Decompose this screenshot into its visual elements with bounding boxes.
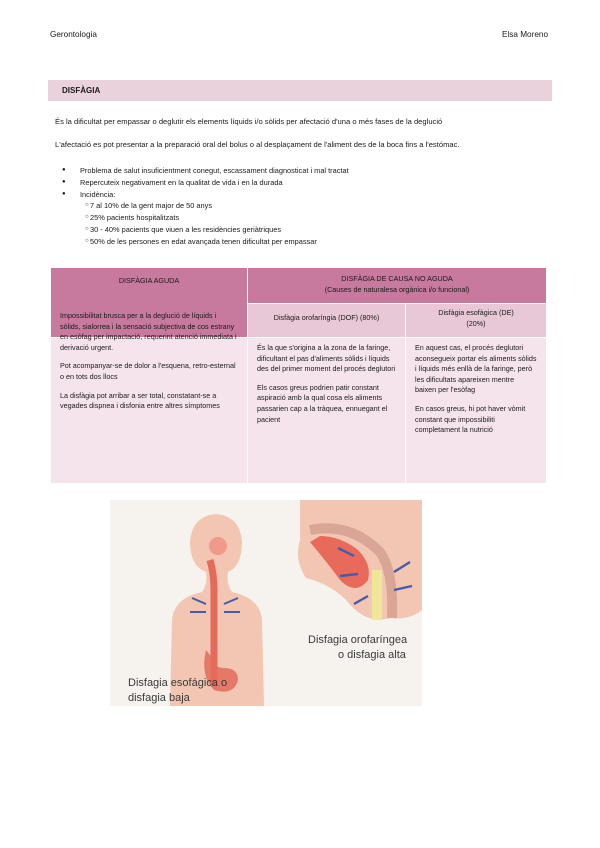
de-paragraph: En aquest cas, el procés deglutori aconsegueix portar els aliments sòlids i líquids més enllà de la faringe, però les dificultats apareixen mentre baixen per l'esòfag bbox=[415, 343, 537, 395]
bullet-list bbox=[62, 165, 349, 248]
cell-de bbox=[406, 338, 547, 484]
caption-esofagica-1: Disfagia esofágica o bbox=[128, 677, 228, 689]
dysphagia-illustration bbox=[110, 500, 422, 706]
incidence-item: ○ 30 - 40% pacients que viuen a les residències geriàtriques bbox=[62, 224, 349, 236]
definition-text: És la dificultat per empassar o deglutir els elements líquids i/o sòlids per afectació d'una o més fases de la deglució bbox=[55, 117, 443, 126]
dysphagia-table bbox=[50, 267, 547, 484]
bullet-item: ● Repercuteix negativament en la qualitat de vida i en la durada bbox=[62, 177, 349, 189]
cell-aguda-text bbox=[51, 306, 247, 425]
incidence-item: ○ 25% pacients hospitalitzats bbox=[62, 212, 349, 224]
anatomy-drawing bbox=[110, 500, 422, 706]
header-no-aguda bbox=[248, 268, 547, 304]
cell-dof bbox=[248, 338, 406, 484]
aguda-paragraph: Impossibilitat brusca per a la deglució de líquids i sòlids, sialorrea i la sensació subjectiva de cos estrany en esòfag per impactació, requerint atenció immediata i derivació urgent. bbox=[60, 311, 237, 352]
pharynx bbox=[372, 570, 382, 620]
caption-orofaringea-1: Disfagia orofaríngea bbox=[308, 634, 408, 646]
affectation-text: L'afectació es pot presentar a la preparació oral del bolus o al desplaçament de l'aliment des de la boca fins a l'estómac. bbox=[55, 140, 460, 149]
incidence-item: ○ 50% de les persones en edat avançada tenen dificultat per empassar bbox=[62, 236, 349, 248]
bullet-item: ● Problema de salut insuficientment conegut, escassament diagnosticat i mal tractat bbox=[62, 165, 349, 177]
cell-de-text bbox=[406, 338, 546, 449]
subheader-dof bbox=[248, 304, 406, 338]
subheader-dof-label: Disfàgia orofaríngia (DOF) (80%) bbox=[273, 313, 380, 322]
header-author: Elsa Moreno bbox=[502, 30, 548, 39]
header-no-aguda-sub: (Causes de naturalesa orgànica i/o funcional) bbox=[324, 284, 470, 294]
section-band bbox=[48, 80, 552, 101]
header-aguda-label: DISFÀGIA AGUDA bbox=[118, 276, 180, 285]
dof-paragraph: Els casos greus podrien patir constant aspiració amb la qual cosa els aliments passarien cap a la tràquea, ennuegant el pacient bbox=[257, 382, 388, 424]
cell-aguda bbox=[51, 311, 248, 484]
aguda-paragraph: Pot acompanyar-se de dolor a l'esquena, retro-esternal o en tots dos llocs bbox=[60, 361, 236, 381]
header-course: Gerontologia bbox=[50, 30, 97, 39]
caption-esofagica-2: disfagia baja bbox=[128, 692, 190, 704]
de-paragraph: En casos greus, hi pot haver vòmit constant que impossibiliti completament la nutrició bbox=[415, 403, 526, 435]
incidence-item: ○ 7 al 10% de la gent major de 50 anys bbox=[62, 200, 349, 212]
section-title: DISFÀGIA bbox=[62, 86, 101, 95]
caption-orofaringea-2: o disfagia alta bbox=[338, 649, 406, 661]
bullet-item: ● Incidència: bbox=[62, 189, 349, 201]
subheader-de bbox=[406, 304, 547, 338]
aguda-paragraph: La disfàgia pot arribar a ser total, constatant-se a vegades dispnea i disfonia entre altres símptomes bbox=[60, 390, 220, 411]
mouth-region bbox=[209, 537, 227, 555]
subheader-de-label: Disfàgia esofàgica (DE) bbox=[438, 308, 514, 317]
dof-paragraph: És la que s'origina a la zona de la faringe, dificultant el pas d'aliments sòlids i líquids des del primer moment del procés deglutori bbox=[257, 343, 396, 374]
header-no-aguda-label: DISFÀGIA DE CAUSA NO AGUDA bbox=[341, 274, 453, 283]
cell-dof-text bbox=[248, 338, 405, 438]
subheader-de-pct: (20%) bbox=[466, 318, 486, 328]
